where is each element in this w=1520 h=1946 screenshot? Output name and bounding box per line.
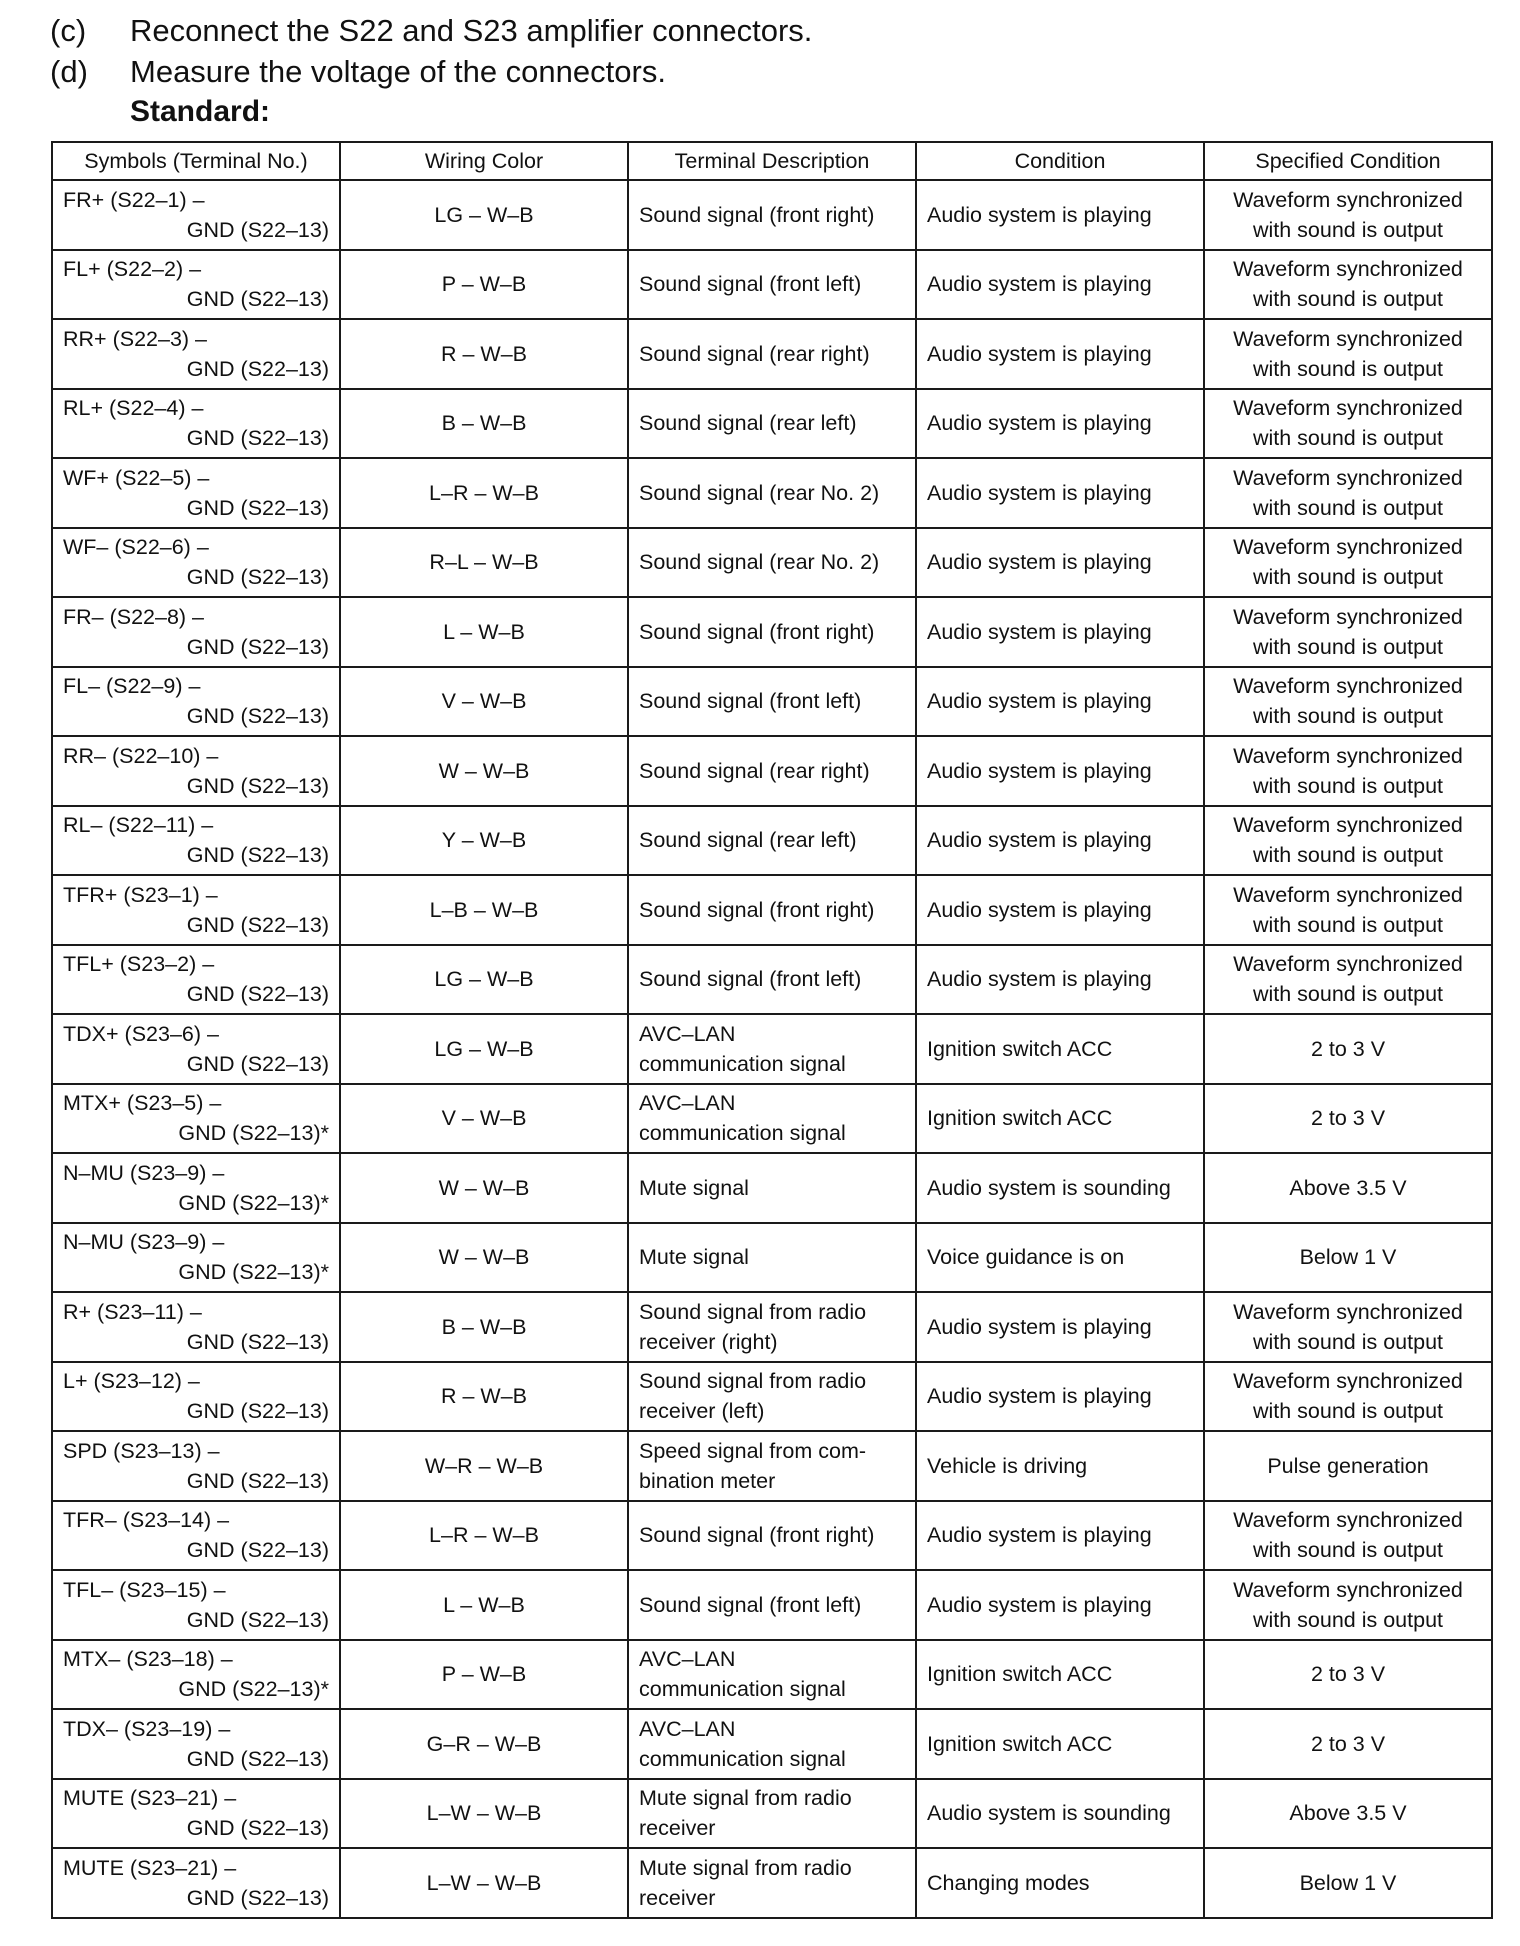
description-line: Mute signal from radio [639,1855,852,1880]
symbol-cell [52,528,340,598]
symbol-cell [52,945,340,1015]
condition-cell: Audio system is playing [916,1501,1204,1571]
specified-line: with sound is output [1252,1538,1444,1563]
wiring-color-cell: L–R – W–B [340,458,628,528]
table-row [52,667,1492,737]
specified-line: with sound is output [1252,217,1444,242]
voltage-spec-table [51,141,1493,1919]
description-line: Sound signal (rear No. 2) [639,480,880,505]
specified-condition-cell [1204,1501,1492,1571]
ground-terminal: GND (S22–13) [186,1816,329,1841]
condition-cell: Audio system is playing [916,667,1204,737]
specified-line: Below 1 V [1299,1870,1397,1895]
table-row [52,1292,1492,1362]
condition-cell: Voice guidance is on [916,1223,1204,1293]
condition-cell: Audio system is playing [916,806,1204,876]
condition-cell: Audio system is playing [916,528,1204,598]
ground-terminal: GND (S22–13) [186,1051,329,1076]
terminal-description-cell [628,1153,916,1223]
description-line: communication signal [639,1677,846,1702]
wiring-color-cell: W – W–B [340,736,628,806]
terminal-description-cell [628,597,916,667]
symbol-cell [52,1709,340,1779]
description-line: Sound signal from radio [639,1369,867,1394]
terminal-description-cell [628,528,916,598]
terminal-description-cell [628,319,916,389]
description-line: receiver [639,1885,716,1910]
specified-condition-cell [1204,528,1492,598]
table-row [52,1640,1492,1710]
specified-line: Waveform synchronized [1233,326,1463,351]
header-symbols: Symbols (Terminal No.) [52,142,340,180]
specified-condition-cell [1204,389,1492,459]
header-condition: Condition [916,142,1204,180]
terminal-symbol: MTX– (S23–18) – [63,1647,233,1672]
description-line: Speed signal from com- [639,1438,867,1463]
table-row [52,389,1492,459]
condition-cell: Audio system is playing [916,736,1204,806]
terminal-description-cell [628,1779,916,1849]
specified-line: Waveform synchronized [1233,1577,1463,1602]
specified-line: with sound is output [1252,634,1444,659]
terminal-description-cell [628,250,916,320]
specified-line: Above 3.5 V [1289,1175,1407,1200]
condition-cell: Vehicle is driving [916,1431,1204,1501]
terminal-symbol: MUTE (S23–21) – [63,1855,237,1880]
description-line: Mute signal [639,1245,749,1270]
specified-condition-cell [1204,1362,1492,1432]
wiring-color-cell: L–R – W–B [340,1501,628,1571]
condition-cell: Audio system is playing [916,1570,1204,1640]
terminal-description-cell [628,389,916,459]
specified-line: with sound is output [1252,1607,1444,1632]
ground-terminal: GND (S22–13) [186,773,329,798]
table-row [52,250,1492,320]
terminal-symbol: TFL+ (S23–2) – [63,952,215,977]
wiring-color-cell: L–B – W–B [340,875,628,945]
terminal-description-cell [628,875,916,945]
symbol-cell [52,1640,340,1710]
specified-condition-cell [1204,1153,1492,1223]
terminal-symbol: TFR+ (S23–1) – [63,882,218,907]
condition-cell: Ignition switch ACC [916,1709,1204,1779]
description-line: Sound signal (front right) [639,897,875,922]
header-wiring-color: Wiring Color [340,142,628,180]
ground-terminal: GND (S22–13) [186,1885,329,1910]
table-row [52,1014,1492,1084]
table-row [52,180,1492,250]
specified-line: Waveform synchronized [1233,1508,1463,1533]
table-row [52,1709,1492,1779]
description-line: Sound signal (rear No. 2) [639,550,880,575]
ground-terminal: GND (S22–13) [186,843,329,868]
step-d [50,51,1490,92]
specified-line: with sound is output [1252,287,1444,312]
header-specified-condition: Specified Condition [1204,142,1492,180]
terminal-symbol: RL– (S22–11) – [63,813,214,838]
wiring-color-cell: W – W–B [340,1153,628,1223]
terminal-symbol: N–MU (S23–9) – [63,1230,225,1255]
description-line: Sound signal (rear right) [639,341,870,366]
ground-terminal: GND (S22–13) [186,1468,329,1493]
ground-terminal: GND (S22–13) [186,1607,329,1632]
symbol-cell [52,1362,340,1432]
ground-terminal: GND (S22–13) [186,912,329,937]
terminal-description-cell [628,1362,916,1432]
specified-line: Waveform synchronized [1233,952,1463,977]
condition-cell: Audio system is playing [916,458,1204,528]
specified-line: Above 3.5 V [1289,1801,1407,1826]
specified-condition-cell [1204,1640,1492,1710]
symbol-cell [52,1153,340,1223]
specified-line: Waveform synchronized [1233,396,1463,421]
wiring-color-cell: W–R – W–B [340,1431,628,1501]
description-line: Sound signal (front left) [639,689,862,714]
description-line: Sound signal (rear right) [639,758,870,783]
wiring-color-cell: V – W–B [340,1084,628,1154]
description-line: receiver [639,1816,716,1841]
specified-line: 2 to 3 V [1310,1731,1386,1756]
terminal-symbol: FL+ (S22–2) – [63,257,202,282]
wiring-color-cell: Y – W–B [340,806,628,876]
terminal-symbol: TFR– (S23–14) – [63,1508,230,1533]
specified-line: Below 1 V [1299,1245,1397,1270]
table-row [52,1084,1492,1154]
symbol-cell [52,806,340,876]
description-line: AVC–LAN [639,1091,736,1116]
description-line: communication signal [639,1746,846,1771]
description-line: Sound signal (rear left) [639,828,857,853]
terminal-symbol: RL+ (S22–4) – [63,396,204,421]
ground-terminal: GND (S22–13) [186,634,329,659]
wiring-color-cell: P – W–B [340,250,628,320]
condition-cell: Audio system is sounding [916,1153,1204,1223]
condition-cell: Audio system is playing [916,319,1204,389]
step-c [50,10,1490,51]
description-line: Sound signal (front left) [639,272,862,297]
specified-line: with sound is output [1252,704,1444,729]
ground-terminal: GND (S22–13) [186,1746,329,1771]
specified-condition-cell [1204,1779,1492,1849]
symbol-cell [52,1779,340,1849]
ground-terminal: GND (S22–13) [186,1538,329,1563]
description-line: receiver (right) [639,1329,778,1354]
description-line: Sound signal (front right) [639,1523,875,1548]
condition-cell: Audio system is playing [916,180,1204,250]
condition-cell: Audio system is playing [916,389,1204,459]
ground-terminal: GND (S22–13) [186,565,329,590]
condition-cell: Audio system is playing [916,1362,1204,1432]
terminal-description-cell [628,1223,916,1293]
table-row [52,1501,1492,1571]
specified-line: Waveform synchronized [1233,465,1463,490]
wiring-color-cell: P – W–B [340,1640,628,1710]
table-row [52,597,1492,667]
terminal-description-cell [628,1084,916,1154]
specified-condition-cell [1204,875,1492,945]
terminal-symbol: TDX– (S23–19) – [63,1716,231,1741]
specified-line: Pulse generation [1267,1453,1429,1478]
specified-line: Waveform synchronized [1233,187,1463,212]
symbol-cell [52,1014,340,1084]
table-row [52,1362,1492,1432]
description-line: Sound signal (front left) [639,1592,862,1617]
specified-line: 2 to 3 V [1310,1662,1386,1687]
specified-line: Waveform synchronized [1233,604,1463,629]
wiring-color-cell: R – W–B [340,319,628,389]
wiring-color-cell: W – W–B [340,1223,628,1293]
specified-line: with sound is output [1252,1329,1444,1354]
ground-terminal: GND (S22–13)* [178,1121,329,1146]
wiring-color-cell: L–W – W–B [340,1779,628,1849]
description-line: communication signal [639,1121,846,1146]
specified-condition-cell [1204,736,1492,806]
terminal-description-cell [628,1431,916,1501]
terminal-symbol: WF– (S22–6) – [63,535,209,560]
wiring-color-cell: R – W–B [340,1362,628,1432]
symbol-cell [52,250,340,320]
table-row [52,1153,1492,1223]
symbol-cell [52,389,340,459]
specified-line: Waveform synchronized [1233,813,1463,838]
condition-cell: Ignition switch ACC [916,1084,1204,1154]
symbol-cell [52,180,340,250]
specified-condition-cell [1204,1848,1492,1918]
specified-line: with sound is output [1252,912,1444,937]
symbol-cell [52,1501,340,1571]
table-row [52,1223,1492,1293]
description-line: AVC–LAN [639,1716,736,1741]
ground-terminal: GND (S22–13) [186,704,329,729]
specified-line: Waveform synchronized [1233,743,1463,768]
specified-line: Waveform synchronized [1233,1299,1463,1324]
ground-terminal: GND (S22–13) [186,356,329,381]
description-line: AVC–LAN [639,1021,736,1046]
terminal-description-cell [628,736,916,806]
table-row [52,458,1492,528]
ground-terminal: GND (S22–13)* [178,1260,329,1285]
specified-condition-cell [1204,1084,1492,1154]
terminal-description-cell [628,1292,916,1362]
symbol-cell [52,736,340,806]
wiring-color-cell: G–R – W–B [340,1709,628,1779]
symbol-cell [52,319,340,389]
wiring-color-cell: L – W–B [340,597,628,667]
specified-line: Waveform synchronized [1233,535,1463,560]
description-line: bination meter [639,1468,776,1493]
wiring-color-cell: B – W–B [340,1292,628,1362]
description-line: Sound signal (front right) [639,619,875,644]
symbol-cell [52,458,340,528]
wiring-color-cell: L – W–B [340,1570,628,1640]
description-line: receiver (left) [639,1399,765,1424]
condition-cell: Audio system is playing [916,597,1204,667]
wiring-color-cell: B – W–B [340,389,628,459]
specified-line: with sound is output [1252,1399,1444,1424]
terminal-symbol: L+ (S23–12) – [63,1369,200,1394]
specified-line: with sound is output [1252,565,1444,590]
symbol-cell [52,1223,340,1293]
symbol-cell [52,1292,340,1362]
specified-condition-cell [1204,806,1492,876]
table-row [52,1570,1492,1640]
specified-condition-cell [1204,1570,1492,1640]
ground-terminal: GND (S22–13) [186,495,329,520]
condition-cell: Ignition switch ACC [916,1014,1204,1084]
ground-terminal: GND (S22–13) [186,217,329,242]
symbol-cell [52,875,340,945]
specified-condition-cell [1204,1709,1492,1779]
step-text: Reconnect the S22 and S23 amplifier connectors. [130,13,813,48]
specified-line: Waveform synchronized [1233,257,1463,282]
step-text: Measure the voltage of the connectors. [130,54,666,89]
table-row [52,736,1492,806]
condition-cell: Changing modes [916,1848,1204,1918]
description-line: communication signal [639,1051,846,1076]
specified-condition-cell [1204,1292,1492,1362]
specified-line: 2 to 3 V [1310,1106,1386,1131]
specified-condition-cell [1204,1223,1492,1293]
symbol-cell [52,667,340,737]
ground-terminal: GND (S22–13)* [178,1190,329,1215]
wiring-color-cell: LG – W–B [340,945,628,1015]
table-row [52,1431,1492,1501]
terminal-symbol: MTX+ (S23–5) – [63,1091,222,1116]
wiring-color-cell: R–L – W–B [340,528,628,598]
terminal-description-cell [628,1014,916,1084]
specified-line: 2 to 3 V [1310,1036,1386,1061]
condition-cell: Audio system is playing [916,875,1204,945]
symbol-cell [52,1084,340,1154]
specified-line: Waveform synchronized [1233,882,1463,907]
wiring-color-cell: LG – W–B [340,180,628,250]
description-line: Mute signal from radio [639,1786,852,1811]
specified-condition-cell [1204,319,1492,389]
specified-condition-cell [1204,250,1492,320]
terminal-symbol: RR+ (S22–3) – [63,326,208,351]
specified-line: Waveform synchronized [1233,674,1463,699]
description-line: Sound signal (front right) [639,202,875,227]
ground-terminal: GND (S22–13) [186,982,329,1007]
condition-cell: Audio system is playing [916,945,1204,1015]
terminal-description-cell [628,667,916,737]
header-terminal-description: Terminal Description [628,142,916,180]
terminal-symbol: TFL– (S23–15) – [63,1577,226,1602]
description-line: AVC–LAN [639,1647,736,1672]
specified-line: with sound is output [1252,426,1444,451]
ground-terminal: GND (S22–13)* [178,1677,329,1702]
terminal-symbol: RR– (S22–10) – [63,743,219,768]
specified-condition-cell [1204,1014,1492,1084]
specified-condition-cell [1204,597,1492,667]
terminal-description-cell [628,945,916,1015]
terminal-symbol: SPD (S23–13) – [63,1438,220,1463]
table-row [52,319,1492,389]
terminal-symbol: TDX+ (S23–6) – [63,1021,219,1046]
description-line: Sound signal (front left) [639,967,862,992]
symbol-cell [52,597,340,667]
specified-condition-cell [1204,180,1492,250]
specified-line: with sound is output [1252,773,1444,798]
procedure-steps [50,10,1490,132]
terminal-symbol: FL– (S22–9) – [63,674,201,699]
table-row [52,528,1492,598]
wiring-color-cell: LG – W–B [340,1014,628,1084]
description-line: Sound signal (rear left) [639,411,857,436]
specified-line: with sound is output [1252,495,1444,520]
table-row [52,875,1492,945]
terminal-description-cell [628,458,916,528]
ground-terminal: GND (S22–13) [186,287,329,312]
description-line: Mute signal [639,1175,749,1200]
table-row [52,945,1492,1015]
terminal-description-cell [628,1709,916,1779]
description-line: Sound signal from radio [639,1299,867,1324]
terminal-description-cell [628,1848,916,1918]
wiring-color-cell: L–W – W–B [340,1848,628,1918]
terminal-symbol: FR– (S22–8) – [63,604,205,629]
step-label: (d) [50,54,88,89]
terminal-description-cell [628,1501,916,1571]
specified-condition-cell [1204,945,1492,1015]
terminal-description-cell [628,1570,916,1640]
terminal-symbol: R+ (S23–11) – [63,1299,202,1324]
terminal-symbol: MUTE (S23–21) – [63,1786,237,1811]
symbol-cell [52,1570,340,1640]
step-label: (c) [50,13,87,48]
table-row [52,806,1492,876]
terminal-symbol: WF+ (S22–5) – [63,465,210,490]
terminal-description-cell [628,180,916,250]
ground-terminal: GND (S22–13) [186,426,329,451]
standard-heading: Standard: [130,95,271,128]
specified-line: with sound is output [1252,982,1444,1007]
ground-terminal: GND (S22–13) [186,1399,329,1424]
table-row [52,1779,1492,1849]
terminal-description-cell [628,806,916,876]
symbol-cell [52,1848,340,1918]
ground-terminal: GND (S22–13) [186,1329,329,1354]
table-row [52,1848,1492,1918]
condition-cell: Audio system is sounding [916,1779,1204,1849]
specified-condition-cell [1204,458,1492,528]
wiring-color-cell: V – W–B [340,667,628,737]
specified-condition-cell [1204,1431,1492,1501]
specified-line: Waveform synchronized [1233,1369,1463,1394]
terminal-symbol: FR+ (S22–1) – [63,187,205,212]
terminal-description-cell [628,1640,916,1710]
table-body [52,180,1492,1918]
terminal-symbol: N–MU (S23–9) – [63,1160,225,1185]
specified-line: with sound is output [1252,843,1444,868]
specified-condition-cell [1204,667,1492,737]
condition-cell: Audio system is playing [916,250,1204,320]
specified-line: with sound is output [1252,356,1444,381]
condition-cell: Audio system is playing [916,1292,1204,1362]
symbol-cell [52,1431,340,1501]
table-header-row [52,142,1492,180]
condition-cell: Ignition switch ACC [916,1640,1204,1710]
